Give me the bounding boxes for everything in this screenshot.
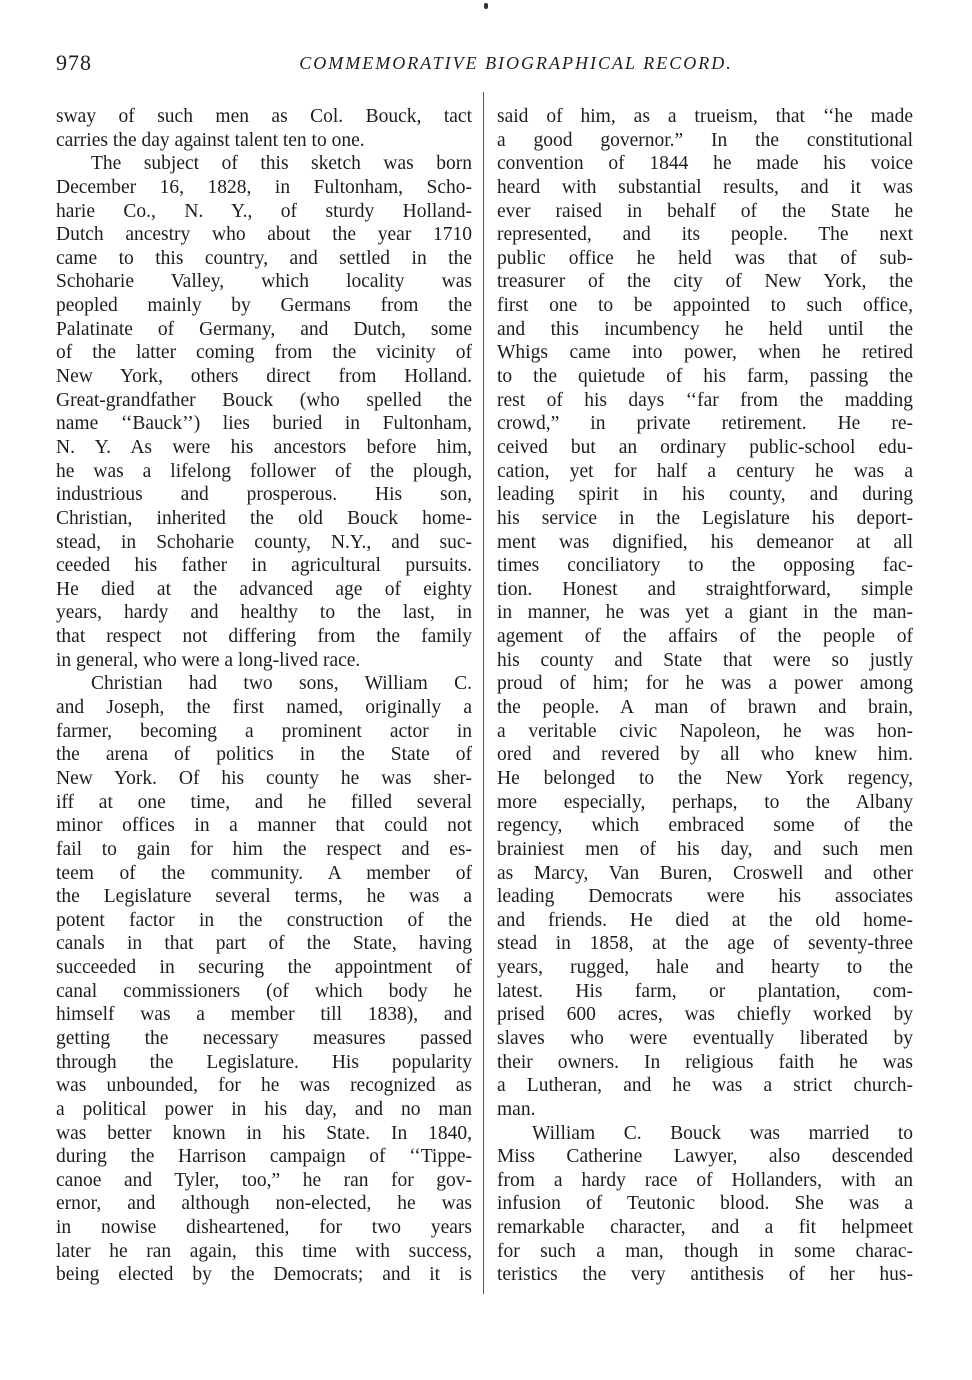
text-line: canoe and Tyler, too,” he ran for gov- — [56, 1169, 472, 1191]
text-line: He died at the advanced age of eighty — [56, 578, 472, 600]
text-line: of the latter coming from the vicinity of — [56, 342, 472, 364]
text-line: The subject of this sketch was born — [91, 153, 472, 175]
text-line: succeeded in securing the appointment of — [56, 957, 472, 979]
text-line: in nowise disheartened, for two years — [56, 1217, 472, 1239]
text-line: William C. Bouck was married to — [532, 1122, 913, 1144]
text-line: ment was dignified, his demeanor at all — [497, 531, 913, 553]
text-line: canals in that part of the State, having — [56, 933, 472, 955]
text-line: ceeded his father in agricultural pursuits. — [56, 555, 472, 577]
text-line: first one to be appointed to such office, — [497, 295, 913, 317]
text-line: infusion of Teutonic blood. She was a — [497, 1193, 913, 1215]
text-line: Palatinate of Germany, and Dutch, some — [56, 318, 472, 340]
text-line: represented, and its people. The next — [497, 224, 913, 246]
right-column — [497, 105, 913, 1287]
text-line: Dutch ancestry who about the year 1710 — [56, 224, 472, 246]
text-line: that respect not differing from the family — [56, 626, 472, 648]
text-line: industrious and prosperous. His son, — [56, 484, 472, 506]
text-line: sway of such men as Col. Bouck, tact — [56, 106, 472, 127]
text-line: came to this country, and settled in the — [56, 247, 472, 269]
text-line: a veritable civic Napoleon, he was hon- — [497, 720, 913, 742]
text-line: later he ran again, this time with success, — [56, 1240, 472, 1262]
text-line: agement of the affairs of the people of — [497, 626, 913, 648]
text-line: prised 600 acres, was chiefly worked by — [497, 1004, 913, 1026]
text-line: Great-grandfather Bouck (who spelled the — [56, 389, 472, 411]
text-line: peopled mainly by Germans from the — [56, 295, 472, 317]
text-line: harie Co., N. Y., of sturdy Holland- — [56, 200, 472, 222]
text-line: being elected by the Democrats; and it is — [56, 1264, 472, 1286]
text-line: He belonged to the New York regency, — [497, 767, 913, 789]
text-line: Christian had two sons, William C. — [91, 673, 472, 695]
text-line: canal commissioners (of which body he — [56, 980, 472, 1002]
text-line: he was a lifelong follower of the plough, — [56, 460, 472, 482]
text-line: brainiest men of his day, and such men — [497, 838, 913, 860]
text-line: public office he held was that of sub- — [497, 247, 913, 269]
text-line: getting the necessary measures passed — [56, 1027, 472, 1049]
text-line: more especially, perhaps, to the Albany — [497, 791, 913, 813]
text-line: fail to gain for him the respect and es- — [56, 838, 472, 860]
text-line: iff at one time, and he filled several — [56, 791, 472, 813]
text-line: carries the day against talent ten to one. — [56, 129, 365, 151]
text-line: N. Y. As were his ancestors before him, — [56, 436, 472, 458]
text-line: and this incumbency he held until the — [497, 318, 913, 340]
ink-speck — [484, 3, 488, 9]
text-line: teristics the very antithesis of her hus- — [497, 1264, 913, 1286]
text-line: Schoharie Valley, which locality was — [56, 271, 472, 293]
text-line: New York. Of his county he was sher- — [56, 767, 472, 789]
text-line: stead, in Schoharie county, N.Y., and suc- — [56, 531, 472, 553]
text-line: cation, yet for half a century he was a — [497, 460, 913, 482]
text-line: his county and State that were so justly — [497, 649, 913, 671]
text-line: and friends. He died at the old home- — [497, 909, 913, 931]
text-line: treasurer of the city of New York, the — [497, 271, 913, 293]
text-line: his service in the Legislature his deport- — [497, 507, 913, 529]
text-line: man. — [497, 1098, 536, 1120]
text-line: Whigs came into power, when he retired — [497, 342, 913, 364]
text-line: slaves who were eventually liberated by — [497, 1027, 913, 1049]
text-line: leading Democrats were his associates — [497, 886, 913, 908]
text-line: the arena of politics in the State of — [56, 744, 472, 766]
text-line: a Lutheran, and he was a strict church- — [497, 1075, 913, 1097]
text-line: was better known in his State. In 1840, — [56, 1122, 472, 1144]
text-line: latest. His farm, or plantation, com- — [497, 980, 913, 1002]
column-rule — [483, 92, 484, 1294]
text-line: a good governor.” In the constitutional — [497, 129, 913, 151]
text-line: the people. A man of brawn and brain, — [497, 697, 913, 719]
text-line: ored and revered by all who knew him. — [497, 744, 913, 766]
text-line: Miss Catherine Lawyer, also descended — [497, 1146, 913, 1168]
text-line: to the quietude of his farm, passing the — [497, 366, 913, 388]
text-line: said of him, as a trueism, that ‘‘he made — [497, 106, 913, 127]
text-line: stead in 1858, at the age of seventy-three — [497, 933, 913, 955]
text-line: the Legislature several terms, he was a — [56, 886, 472, 908]
text-line: tion. Honest and straightforward, simple — [497, 578, 913, 600]
text-line: in manner, he was yet a giant in the man- — [497, 602, 913, 624]
page-number: 978 — [56, 50, 92, 75]
page-header — [56, 50, 916, 80]
text-line: as Marcy, Van Buren, Croswell and other — [497, 862, 913, 884]
text-line: years, hardy and healthy to the last, in — [56, 602, 472, 624]
text-line: potent factor in the construction of the — [56, 909, 472, 931]
text-line: heard with substantial results, and it was — [497, 176, 913, 198]
running-head: COMMEMORATIVE BIOGRAPHICAL RECORD. — [299, 53, 733, 73]
text-line: December 16, 1828, in Fultonham, Scho- — [56, 176, 472, 198]
text-line: ernor, and although non-elected, he was — [56, 1193, 472, 1215]
text-line: himself was a member till 1838), and — [56, 1004, 472, 1026]
text-line: during the Harrison campaign of ‘‘Tippe- — [56, 1146, 472, 1168]
text-line: was unbounded, for he was recognized as — [56, 1075, 472, 1097]
text-line: rest of his days ‘‘far from the madding — [497, 389, 913, 411]
text-line: their owners. In religious faith he was — [497, 1051, 913, 1073]
left-column — [56, 105, 472, 1287]
text-line: farmer, becoming a prominent actor in — [56, 720, 472, 742]
text-line: and Joseph, the first named, originally a — [56, 697, 472, 719]
text-line: ever raised in behalf of the State he — [497, 200, 913, 222]
text-line: years, rugged, hale and hearty to the — [497, 957, 913, 979]
text-line: times conciliatory to the opposing fac- — [497, 555, 913, 577]
text-line: proud of him; for he was a power among — [497, 673, 913, 695]
text-line: Christian, inherited the old Bouck home- — [56, 507, 472, 529]
text-line: ceived but an ordinary public-school edu- — [497, 436, 913, 458]
text-line: a political power in his day, and no man — [56, 1098, 472, 1120]
text-line: convention of 1844 he made his voice — [497, 153, 913, 175]
text-line: teem of the community. A member of — [56, 862, 472, 884]
text-line: through the Legislature. His popularity — [56, 1051, 472, 1073]
text-line: New York, others direct from Holland. — [56, 366, 472, 388]
text-line: crowd,” in private retirement. He re- — [497, 413, 913, 435]
text-line: remarkable character, and a fit helpmeet — [497, 1217, 913, 1239]
text-line: leading spirit in his county, and during — [497, 484, 913, 506]
text-line: from a hardy race of Hollanders, with an — [497, 1169, 913, 1191]
text-line: regency, which embraced some of the — [497, 815, 913, 837]
text-line: in general, who were a long-lived race. — [56, 649, 361, 671]
text-line: minor offices in a manner that could not — [56, 815, 472, 837]
text-line: for such a man, though in some charac- — [497, 1240, 913, 1262]
text-line: name ‘‘Bauck’’) lies buried in Fultonham, — [56, 413, 472, 435]
